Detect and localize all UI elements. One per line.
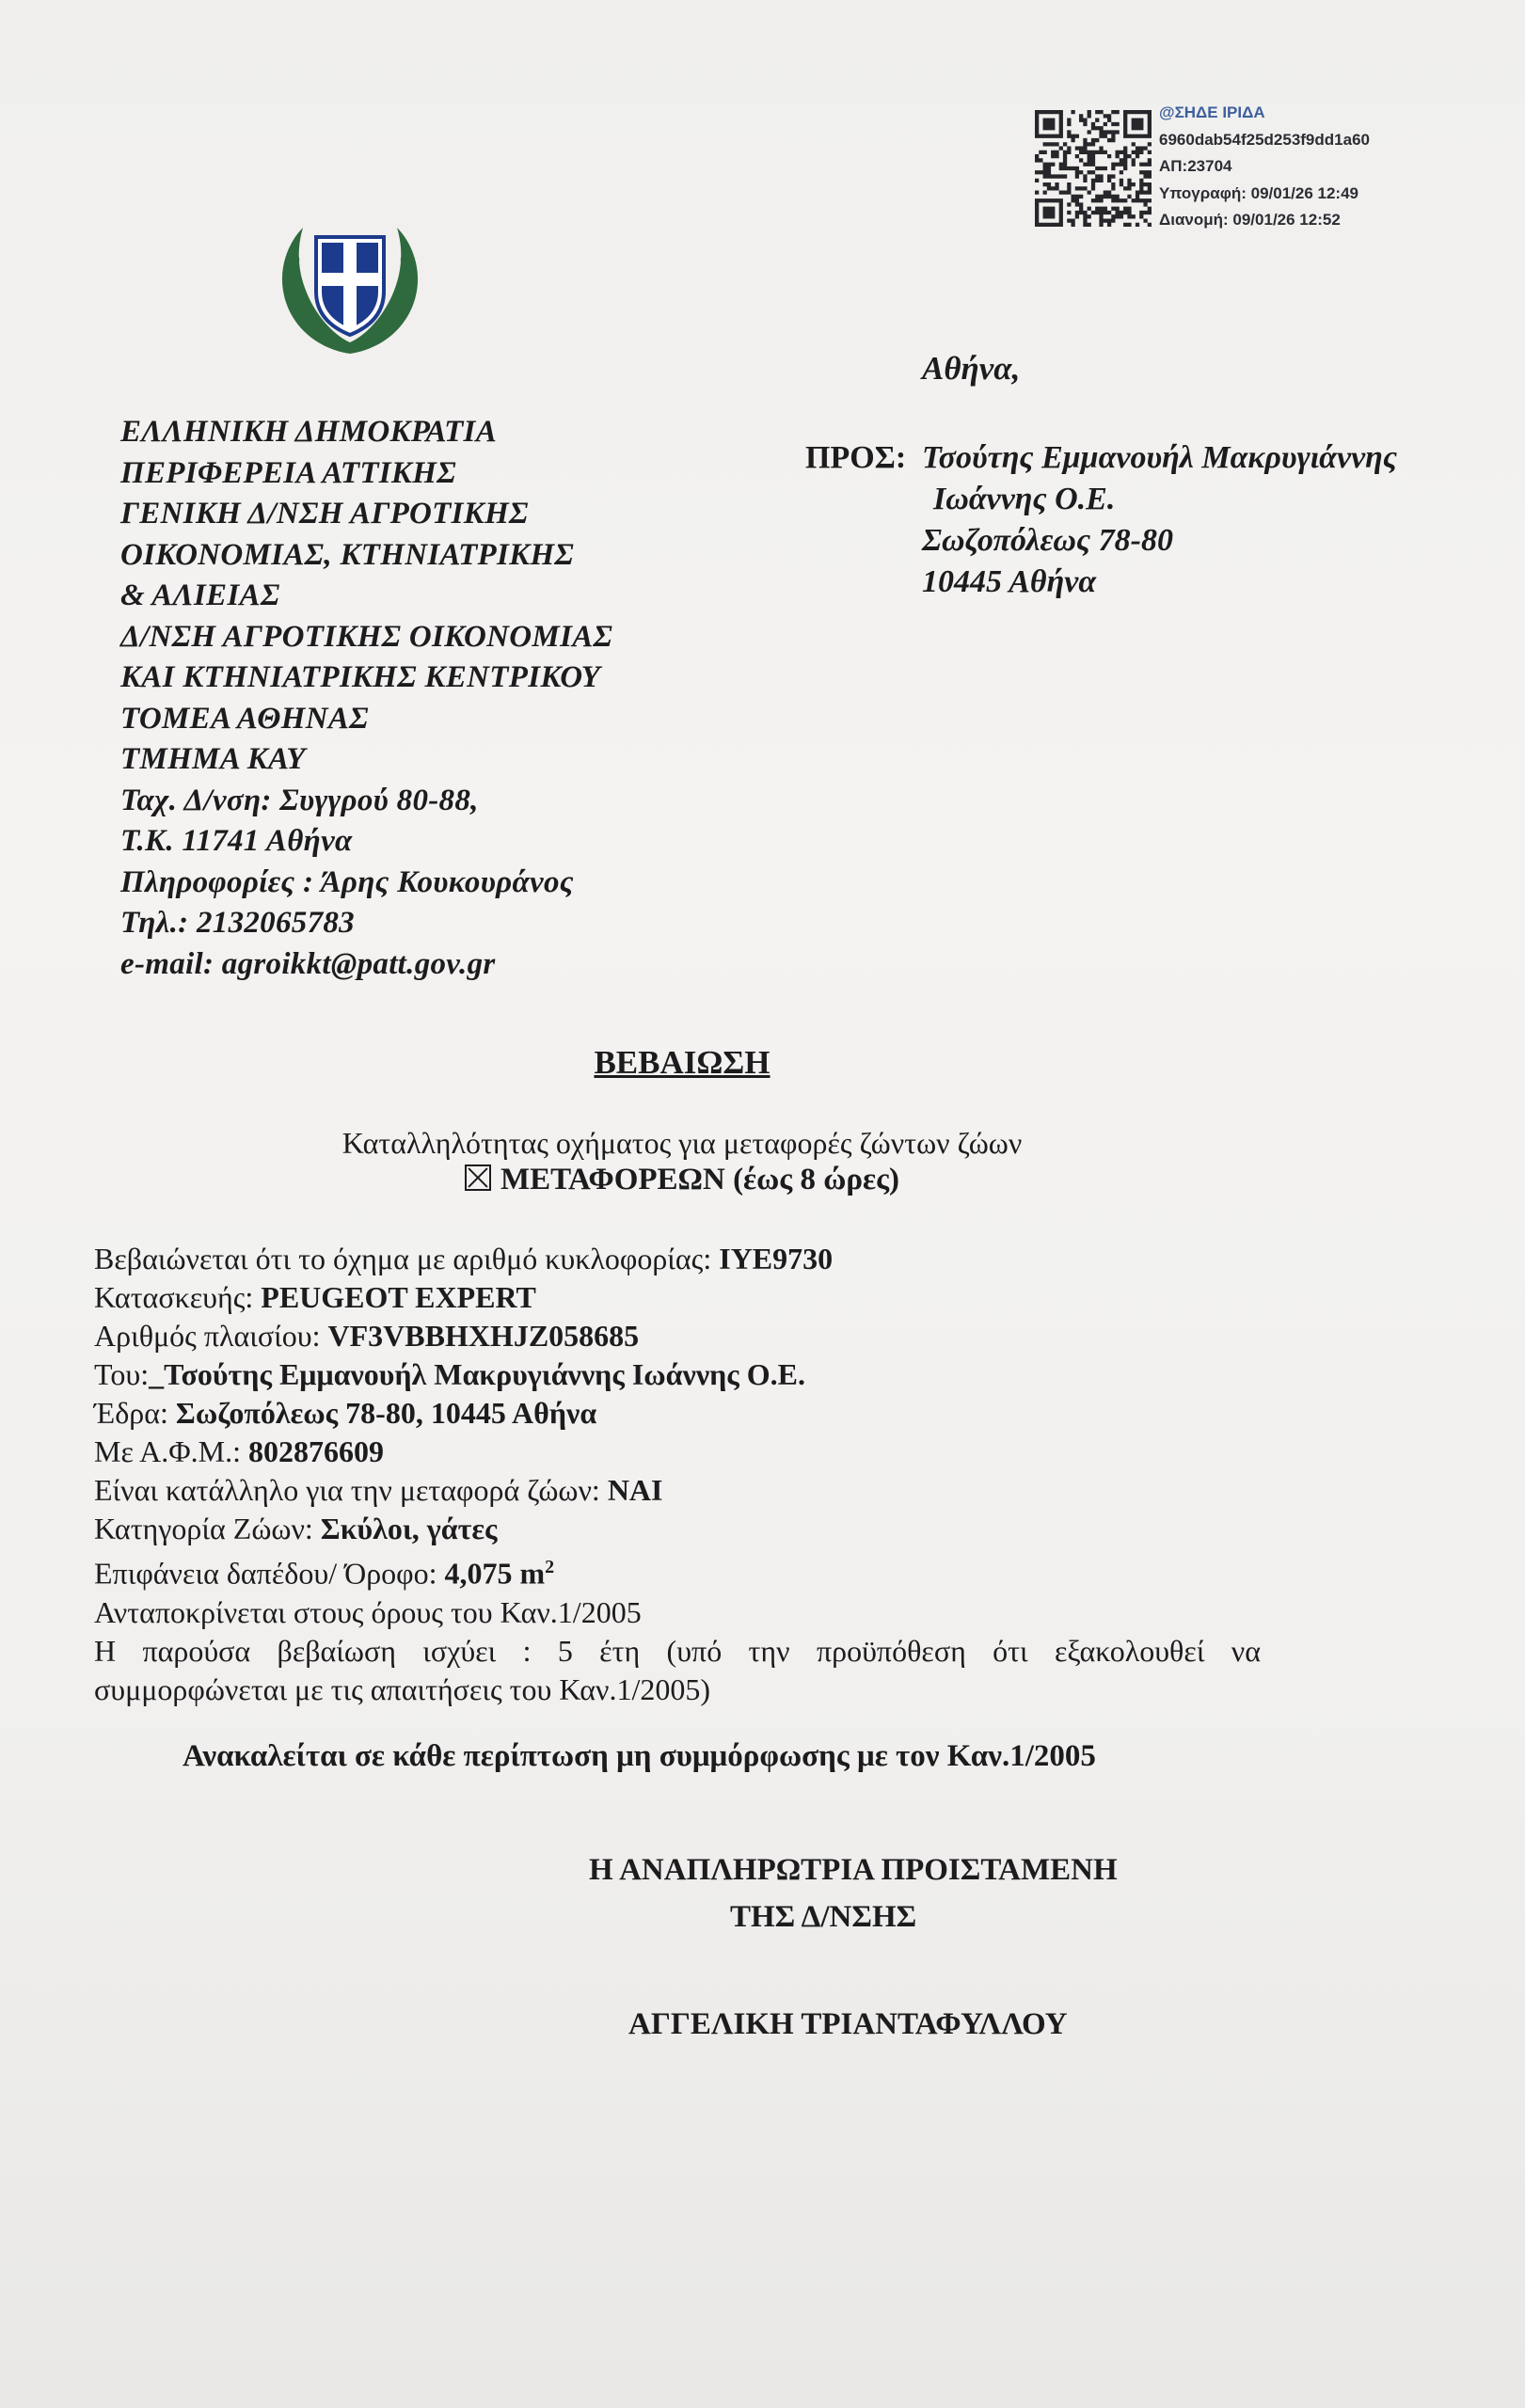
header-line: & ΑΛΙΕΙΑΣ [120,578,280,612]
document-subtitle: Καταλληλότητας οχήματος για μεταφορές ζώντων ζώων [342,1126,1023,1160]
recipient-label: ΠΡΟΣ: [805,440,907,475]
chassis-value: VF3VBBHXHJZ058685 [327,1319,640,1353]
signatory-role-line2: ΤΗΣ Δ/ΝΣΗΣ [730,1900,917,1934]
revocation-notice: Ανακαλείται σε κάθε περίπτωση μη συμμόρφωσης με τον Καν.1/2005 [183,1739,1096,1773]
header-line: e-mail: agroikkt@patt.gov.gr [120,946,496,981]
signatory-role-line1: Η ΑΝΑΠΛΗΡΩΤΡΙΑ ΠΡΟΙΣΤΑΜΕΝΗ [589,1853,1118,1887]
field-owner: Του:_Τσούτης Εμμανουήλ Μακρυγιάννης Ιωάννης Ο.Ε. [94,1357,806,1391]
owner-value: _Τσούτης Εμμανουήλ Μακρυγιάννης Ιωάννης Ο.Ε. [149,1357,806,1391]
stamp-protocol: ΑΠ:23704 [1159,157,1232,175]
field-area: Επιφάνεια δαπέδου/ Όροφο: 4,075 $m^2$ [94,1556,555,1591]
field-plate: Βεβαιώνεται ότι το όχημα με αριθμό κυκλοφορίας: ΙΥΕ9730 [94,1242,834,1275]
field-compliance: Ανταποκρίνεται στους όρους του Καν.1/2005 [94,1594,642,1629]
make-value: PEUGEOT EXPERT [261,1280,536,1314]
field-make: Κατασκευής: PEUGEOT EXPERT [94,1280,536,1314]
checkbox-label: ΜΕΤΑΦΟΡΕΩΝ (έως 8 ώρες) [500,1163,899,1196]
field-category: Κατηγορία Ζώων: Σκύλοι, γάτες [94,1512,498,1545]
area-value: 4,075 m [444,1556,546,1591]
field-suitable: Είναι κατάλληλο για την μεταφορά ζώων: ΝΑΙ [94,1473,663,1507]
header-line: ΚΑΙ ΚΤΗΝΙΑΤΡΙΚΗΣ ΚΕΝΤΡΙΚΟΥ [120,660,601,694]
category-value: Σκύλοι, γάτες [320,1512,498,1545]
recipient-name-line2: Ιωάννης Ο.Ε. [933,482,1116,516]
header-line: ΕΛΛΗΝΙΚΗ ΔΗΜΟΚΡΑΤΙΑ [120,415,498,449]
recipient-postal: 10445 Αθήνα [922,564,1097,599]
recipient-street: Σωζοπόλεως 78-80 [922,523,1174,558]
digital-signature-stamp [1159,100,1370,234]
header-line: Τηλ.: 2132065783 [120,906,355,940]
field-validity-line2: συμμορφώνεται με τις απαιτήσεις του Καν.1/2005) [94,1671,711,1706]
field-seat: Έδρα: Σωζοπόλεως 78-80, 10445 Αθήνα [94,1396,597,1430]
field-validity-line1: Η παρούσα βεβαίωση ισχύει : 5 έτη (υπό την προϋπόθεση ότι εξακολουθεί να [94,1633,1261,1668]
seat-value: Σωζοπόλεως 78-80, 10445 Αθήνα [175,1396,597,1430]
issuer-header [120,412,612,985]
afm-value: 802876609 [247,1434,384,1468]
header-line: Δ/ΝΣΗ ΑΓΡΟΤΙΚΗΣ ΟΙΚΟΝΟΜΙΑΣ [120,619,613,654]
header-line: Ταχ. Δ/νση: Συγγρού 80-88, [120,783,479,817]
header-line: ΤΜΗΜΑ ΚΑΥ [120,742,306,776]
qr-code [1035,110,1152,227]
field-chassis: Αριθμός πλαισίου: VF3VBBHXHJZ058685 [94,1319,640,1353]
field-afm: Με Α.Φ.Μ.: 802876609 [94,1434,384,1468]
header-line: Πληροφορίες : Άρης Κουκουράνος [120,864,574,899]
header-line: ΠΕΡΙΦΕΡΕΙΑ ΑΤΤΙΚΗΣ [120,455,456,490]
suitable-value: ΝΑΙ [607,1473,663,1507]
checked-box-icon [465,1164,491,1191]
header-line: ΟΙΚΟΝΟΜΙΑΣ, ΚΤΗΝΙΑΤΡΙΚΗΣ [120,537,575,572]
document-city: Αθήνα, [922,350,1021,387]
stamp-system: @ΣΗΔΕ ΙΡΙΔΑ [1159,103,1265,121]
stamp-hash: 6960dab54f25d253f9dd1a60 [1159,130,1370,149]
stamp-signed: Υπογραφή: 09/01/26 12:49 [1159,183,1358,202]
recipient-name-line1: Τσούτης Εμμανουήλ Μακρυγιάννης [922,440,1397,475]
transporter-category [0,1163,1364,1197]
plate-value: ΙΥΕ9730 [719,1242,834,1275]
document-title: ΒΕΒΑΙΩΣΗ [594,1044,770,1081]
greek-coat-of-arms-icon [275,216,425,359]
header-line: Τ.Κ. 11741 Αθήνα [120,824,353,858]
certificate-body [94,1240,1261,1709]
signatory-name: ΑΓΓΕΛΙΚΗ ΤΡΙΑΝΤΑΦΥΛΛΟΥ [628,2007,1068,2041]
header-line: ΓΕΝΙΚΗ Δ/ΝΣΗ ΑΓΡΟΤΙΚΗΣ [120,497,529,531]
header-line: ΤΟΜΕΑ ΑΘΗΝΑΣ [120,701,369,736]
stamp-distributed: Διανομή: 09/01/26 12:52 [1159,211,1341,229]
